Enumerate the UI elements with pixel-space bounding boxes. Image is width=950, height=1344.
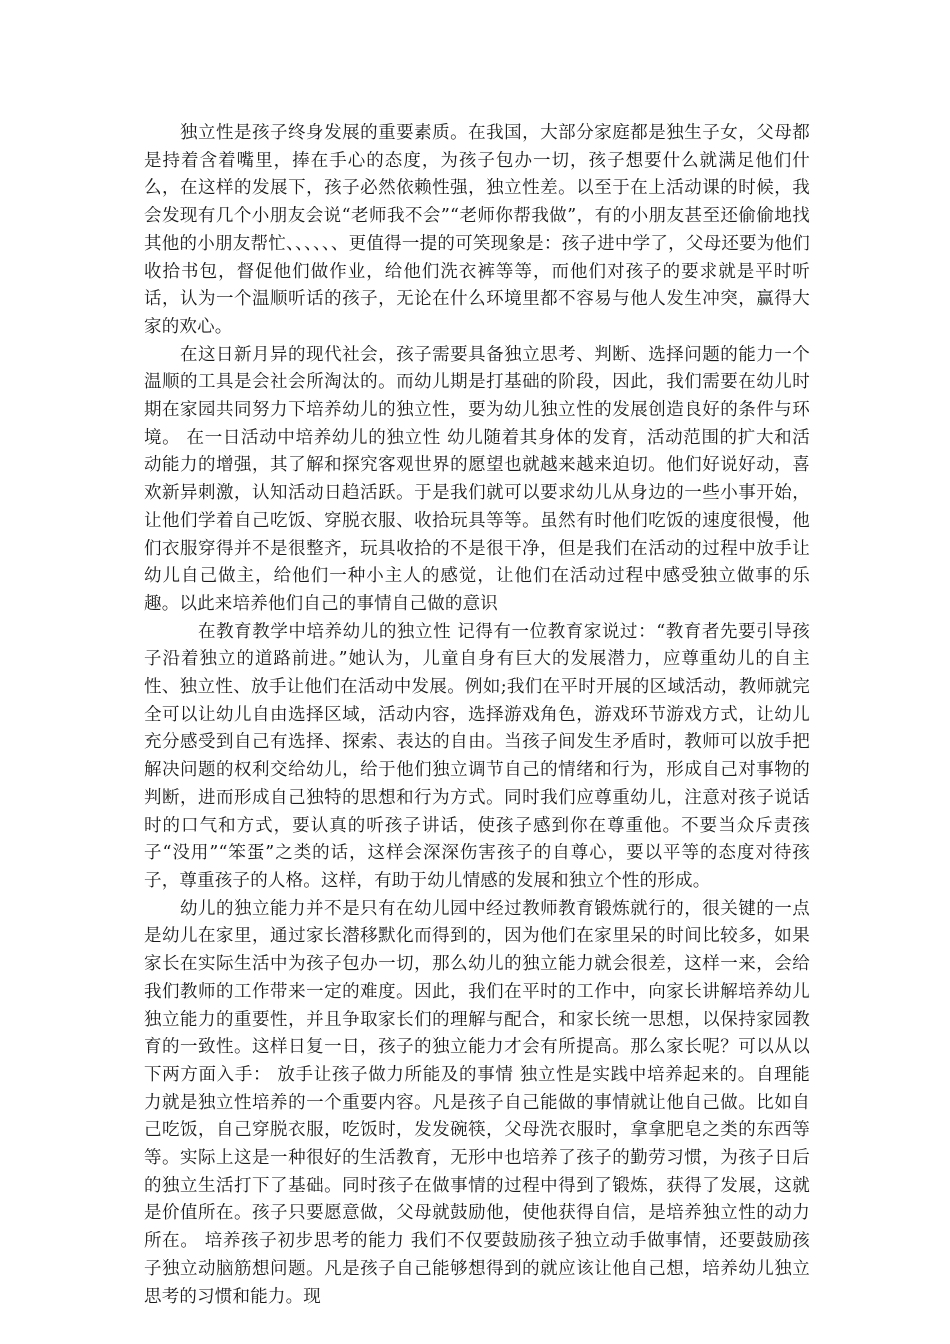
paragraph-4: 幼儿的独立能力并不是只有在幼儿园中经过教师教育锻炼就行的，很关键的一点是幼儿在家里，通过家长潜移默化而得到的，因为他们在家里呆的时间比较多，如果家长在实际生活中为孩子包办一切，那么幼儿的独立能力就会很差，这样一来，会给我们教师的工作带来一定的难度。因此，我们在平时的工作中，向家长讲解培养幼儿独立能力的重要性，并且争取家长们的理解与配合，和家长统一思想，以保持家园教育的一致性。这样日复一日，孩子的独立能力才会有所提高。那么家长呢？可以从以下两方面入手： 放手让孩子做力所能及的事情 独立性是实践中培养起来的。自理能力就是独立性培养的一个重要内容。凡是孩子自己能做的事情就让他自己做。比如自己吃饭，自己穿脱衣服，吃饭时，发发碗筷，父母洗衣服时，拿拿肥皂之类的东西等等。实际上这是一种很好的生活教育，无形中也培养了孩子的勤劳习惯，为孩子日后的独立生活打下了基础。同时孩子在做事情的过程中得到了锻炼，获得了发展，这就是价值所在。孩子只要愿意做，父母就鼓励他，使他获得自信，是培养独立性的动力所在。 培养孩子初步思考的能力 我们不仅要鼓励孩子独立动手做事情，还要鼓励孩子独立动脑筋想问题。凡是孩子自己能够想得到的就应该让他自己想，培养幼儿独立思考的习惯和能力。现 xyxy=(144,898,810,1307)
paragraph-1: 独立性是孩子终身发展的重要素质。在我国，大部分家庭都是独生子女，父母都是持着含着嘴里，捧在手心的态度，为孩子包办一切，孩子想要什么就满足他们什么，在这样的发展下，孩子必然依赖性强，独立性差。以至于在上活动课的时候，我会发现有几个小朋友会说“老师我不会”“老师你帮我做”，有的小朋友甚至还偷偷地找其他的小朋友帮忙、、、、、、更值得一提的可笑现象是：孩子进中学了，父母还要为他们收拾书包，督促他们做作业，给他们洗衣裤等等，而他们对孩子的要求就是平时听话，认为一个温顺听话的孩子，无论在什么环境里都不容易与他人发生冲突，赢得大家的欢心。 xyxy=(144,123,810,337)
document-body xyxy=(144,120,810,1311)
paragraph-2: 在这日新月异的现代社会，孩子需要具备独立思考、判断、选择问题的能力一个温顺的工具是会社会所淘汰的。而幼儿期是打基础的阶段，因此，我们需要在幼儿时期在家园共同努力下培养幼儿的独立性，要为幼儿独立性的发展创造良好的条件与环境。 在一日活动中培养幼儿的独立性 幼儿随着其身体的发育，活动范围的扩大和活动能力的增强，其了解和探究客观世界的愿望也就越来越来迫切。他们好说好动，喜欢新异刺激，认知活动日趋活跃。于是我们就可以要求幼儿从身边的一些小事开始，让他们学着自己吃饭、穿脱衣服、收拾玩具等等。虽然有时他们吃饭的速度很慢，他们衣服穿得并不是很整齐，玩具收拾的不是很干净，但是我们在活动的过程中放手让幼儿自己做主，给他们一种小主人的感觉，让他们在活动过程中感受独立做事的乐趣。以此来培养他们自己的事情自己做的意识 xyxy=(144,344,810,614)
paragraph-3: 在教育教学中培养幼儿的独立性 记得有一位教育家说过：“教育者先要引导孩子沿着独立的道路前进。”她认为，儿童自身有巨大的发展潜力，应尊重幼儿的自主性、独立性、放手让他们在活动中发展。例如;我们在平时开展的区域活动，教师就完全可以让幼儿自由选择区域，活动内容，选择游戏角色，游戏环节游戏方式，让幼儿充分感受到自己有选择、探索、表达的自由。当孩子间发生矛盾时，教师可以放手把解决问题的权利交给幼儿，给于他们独立调节自己的情绪和行为，形成自己对事物的判断，进而形成自己独特的思想和行为方式。同时我们应尊重幼儿，注意对孩子说话时的口气和方式，要认真的听孩子讲话，使孩子感到你在尊重他。不要当众斥责孩子“没用”“笨蛋”之类的话，这样会深深伤害孩子的自尊心，要以平等的态度对待孩子，尊重孩子的人格。这样，有助于幼儿情感的发展和独立个性的形成。 xyxy=(144,621,810,891)
